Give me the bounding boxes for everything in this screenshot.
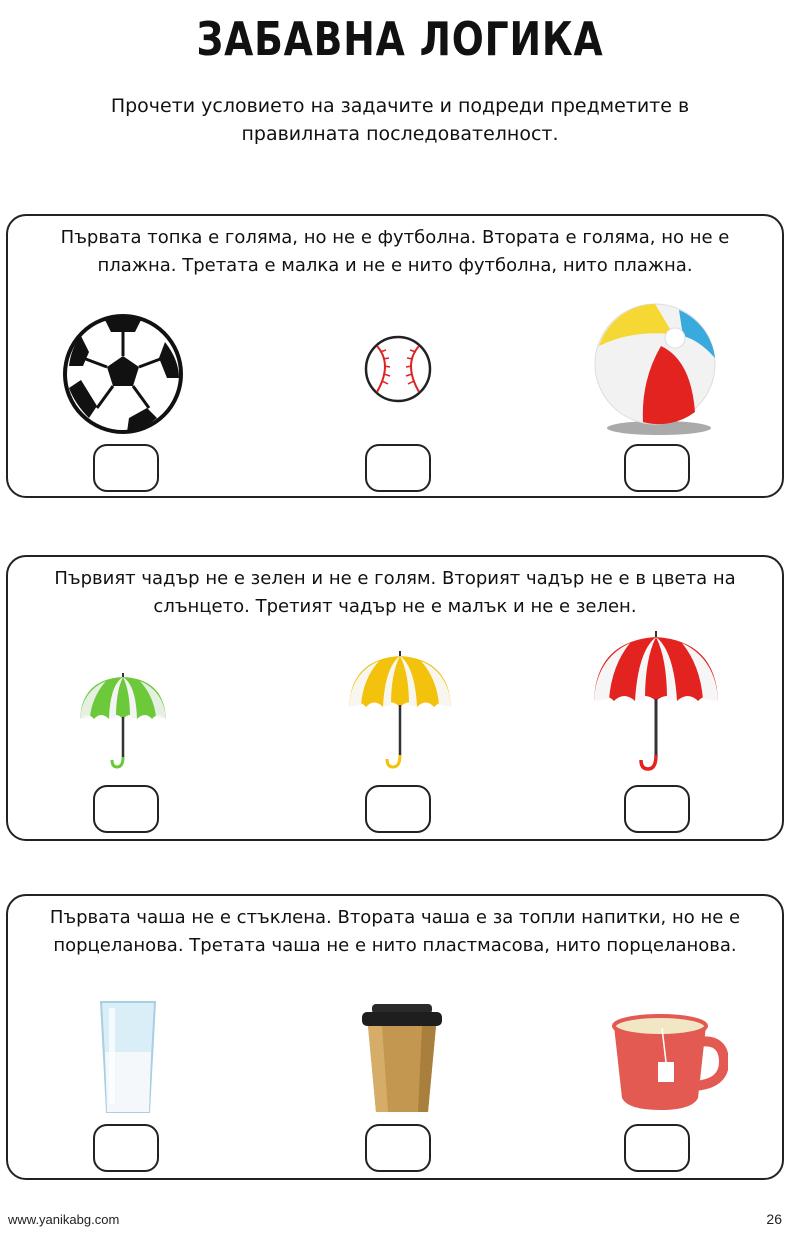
answer-box-1[interactable] — [93, 444, 159, 492]
answer-box-3[interactable] — [624, 785, 690, 833]
green-umbrella-image — [76, 671, 170, 773]
answer-box-3[interactable] — [624, 444, 690, 492]
footer-website: www.yanikabg.com — [8, 1212, 120, 1227]
answer-box-2[interactable] — [365, 785, 431, 833]
task-panel-umbrellas — [6, 555, 784, 841]
answer-box-2[interactable] — [365, 1124, 431, 1172]
answer-box-1[interactable] — [93, 785, 159, 833]
task-panel-balls — [6, 214, 784, 498]
answer-box-1[interactable] — [93, 1124, 159, 1172]
glass-of-milk-image — [98, 1000, 158, 1114]
page-title: ЗАБАВНА ЛОГИКА — [196, 12, 604, 66]
task-text: Първата топка е голяма, но не е футболна. Втората е голяма, но не е плажна. Третата е малка и не е нито футболна, нито плажна. — [60, 227, 730, 276]
beach-ball-image — [591, 300, 721, 440]
paper-coffee-cup-image — [360, 1002, 444, 1116]
red-tea-mug-image — [612, 1014, 728, 1112]
baseball-image — [363, 334, 433, 404]
answer-box-2[interactable] — [365, 444, 431, 492]
task-panel-cups — [6, 894, 784, 1180]
task-text: Първата чаша не е стъклена. Втората чаша е за топли напитки, но не е порцеланова. Третата чаша не е нито пластмасова, нито порцеланова. — [49, 907, 741, 956]
instructions-text: Прочети условието на задачите и подреди предметите в правилната последователност. — [110, 95, 690, 145]
answer-box-3[interactable] — [624, 1124, 690, 1172]
yellow-umbrella-image — [345, 649, 455, 773]
red-umbrella-image — [590, 629, 722, 773]
page-number: 26 — [766, 1211, 782, 1227]
soccer-ball-image — [61, 312, 185, 436]
task-text: Първият чадър не е зелен и не е голям. Вторият чадър не е в цвета на слънцето. Третият чадър не е малък и не е зелен. — [54, 568, 736, 617]
